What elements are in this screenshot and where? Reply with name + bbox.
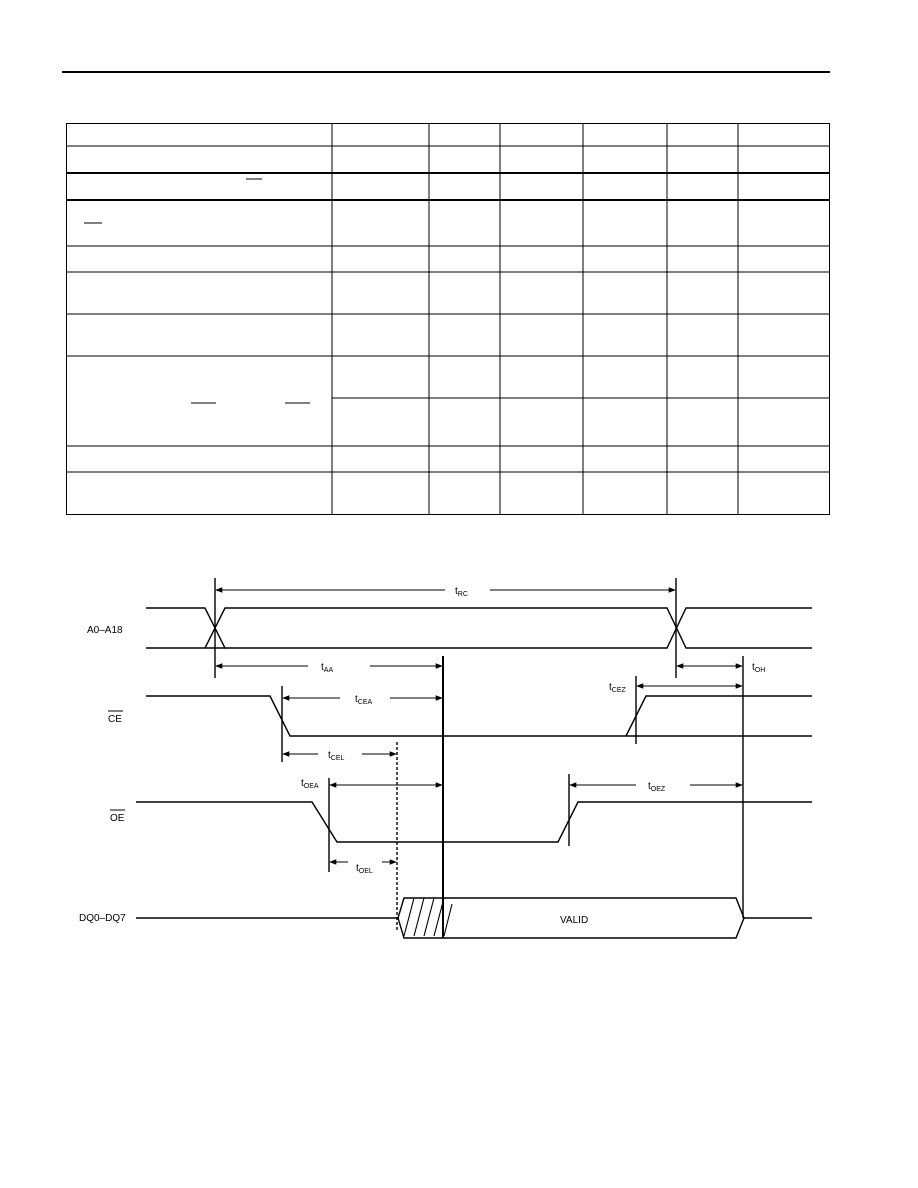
toea-label: $t_{OEA}$ <box>301 778 319 790</box>
oe-signal-label: OE <box>110 813 125 824</box>
tcea-label: $t_{CEA}$ <box>355 694 373 706</box>
oe-waveform <box>136 802 812 842</box>
data-valid-bottom <box>452 918 744 938</box>
taa-label: $t_{AA}$ <box>321 662 334 674</box>
tcez-label: $t_{CEZ}$ <box>609 682 626 694</box>
address-signal-label: A0–A18 <box>87 625 123 636</box>
address-waveform-main <box>205 608 812 648</box>
ce-waveform <box>146 696 812 736</box>
tcel-label: $t_{CEL}$ <box>328 750 345 762</box>
valid-label: VALID <box>560 915 589 926</box>
data-valid-top <box>452 898 812 918</box>
toel-label: $t_{OEL}$ <box>356 863 373 875</box>
trc-label: $t_{RC}$ <box>455 586 468 598</box>
toh-label: $t_{OH}$ <box>752 662 766 674</box>
address-waveform-left <box>146 608 225 648</box>
data-signal-label: DQ0–DQ7 <box>79 913 126 924</box>
toez-label: $t_{OEZ}$ <box>648 781 666 793</box>
ce-rise-waveform <box>626 696 812 736</box>
ce-signal-label: CE <box>108 714 122 725</box>
data-hatch <box>404 898 452 936</box>
address-waveform-lower <box>225 608 812 648</box>
